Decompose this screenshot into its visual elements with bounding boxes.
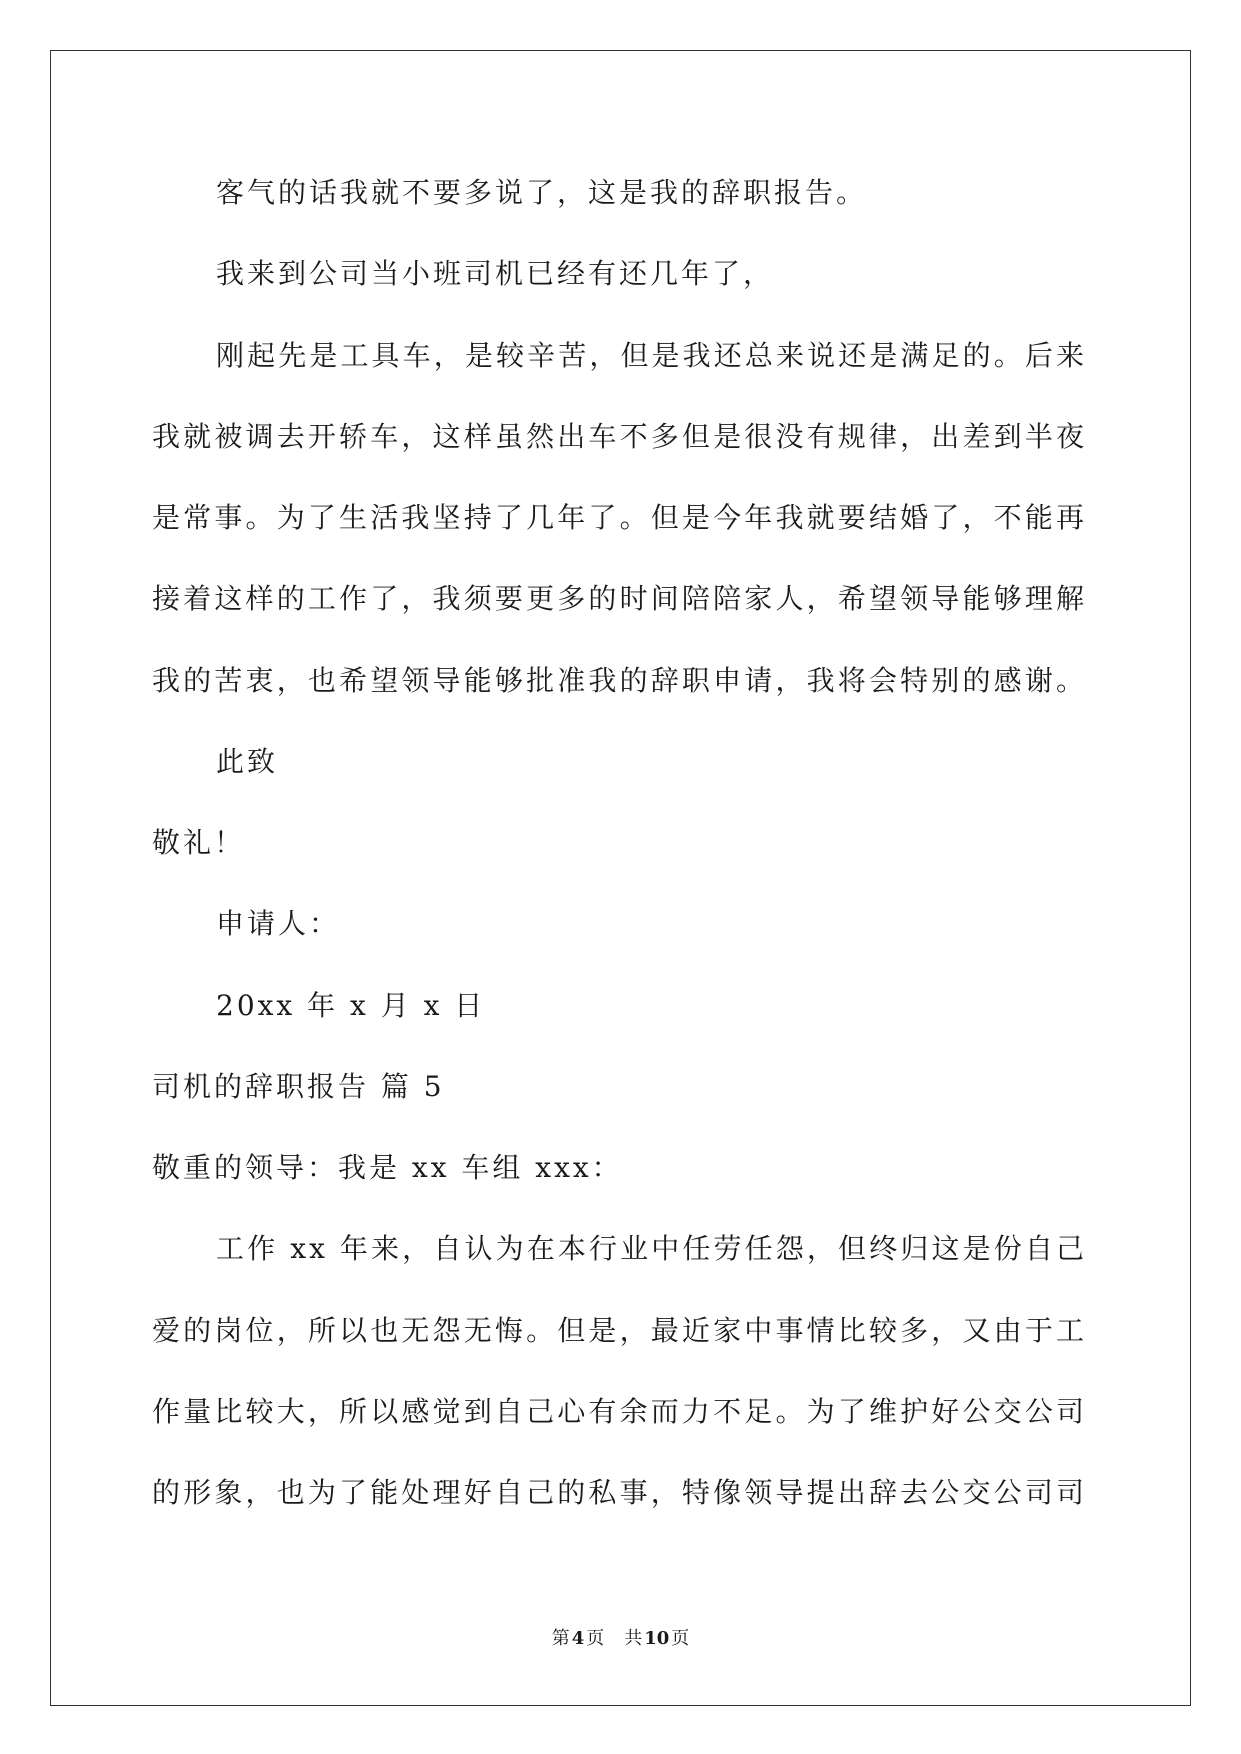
section-paragraph-line-1: 工作 xx 年来，自认为在本行业中任劳任怨，但终归这是份自己	[216, 1232, 1087, 1266]
total-pages-indicator	[624, 1628, 689, 1649]
paragraph-3-line-2: 我就被调去开轿车，这样虽然出车不多但是很没有规律，出差到半夜	[152, 419, 1087, 453]
section-paragraph-line-3: 作量比较大，所以感觉到自己心有余而力不足。为了维护好公交公司	[152, 1394, 1087, 1428]
paragraph-3-line-1: 刚起先是工具车，是较辛苦，但是我还总来说还是满足的。后来	[216, 338, 1087, 372]
current-page-number: 4	[571, 1628, 585, 1649]
paragraph-2-line-1: 我来到公司当小班司机已经有还几年了，	[216, 257, 775, 291]
page-prefix: 第	[551, 1628, 570, 1649]
page-footer	[0, 1626, 1241, 1652]
salutation-text: 敬礼！	[152, 826, 246, 859]
paragraph-3-line-4: 接着这样的工作了，我须要更多的时间陪陪家人，希望领导能够理解	[152, 582, 1087, 616]
total-prefix: 共	[624, 1628, 643, 1649]
paragraph-3-line-5: 我的苦衷，也希望领导能够批准我的辞职申请，我将会特别的感谢。	[152, 663, 1087, 697]
letter-date: 20xx 年 x 月 x 日	[216, 988, 486, 1022]
applicant-label: 申请人：	[216, 907, 341, 941]
page-indicator	[552, 1628, 605, 1649]
document-body	[152, 152, 1087, 1533]
paragraph-3-line-3: 是常事。为了生活我坚持了几年了。但是今年我就要结婚了，不能再	[152, 501, 1087, 534]
paragraph-1-line-1: 客气的话我就不要多说了，这是我的辞职报告。	[216, 176, 868, 209]
total-pages-number: 10	[644, 1628, 670, 1649]
section-title: 司机的辞职报告 篇 5	[152, 1069, 445, 1103]
closing-text: 此致	[216, 744, 279, 778]
page-suffix: 页	[586, 1628, 605, 1649]
section-paragraph-line-2: 爱的岗位，所以也无怨无悔。但是，最近家中事情比较多，又由于工	[152, 1313, 1087, 1347]
section-paragraph-line-4: 的形象，也为了能处理好自己的私事，特像领导提出辞去公交公司司	[152, 1476, 1087, 1509]
section-greeting: 敬重的领导：我是 xx 车组 xxx：	[152, 1151, 623, 1184]
total-suffix: 页	[671, 1628, 690, 1649]
